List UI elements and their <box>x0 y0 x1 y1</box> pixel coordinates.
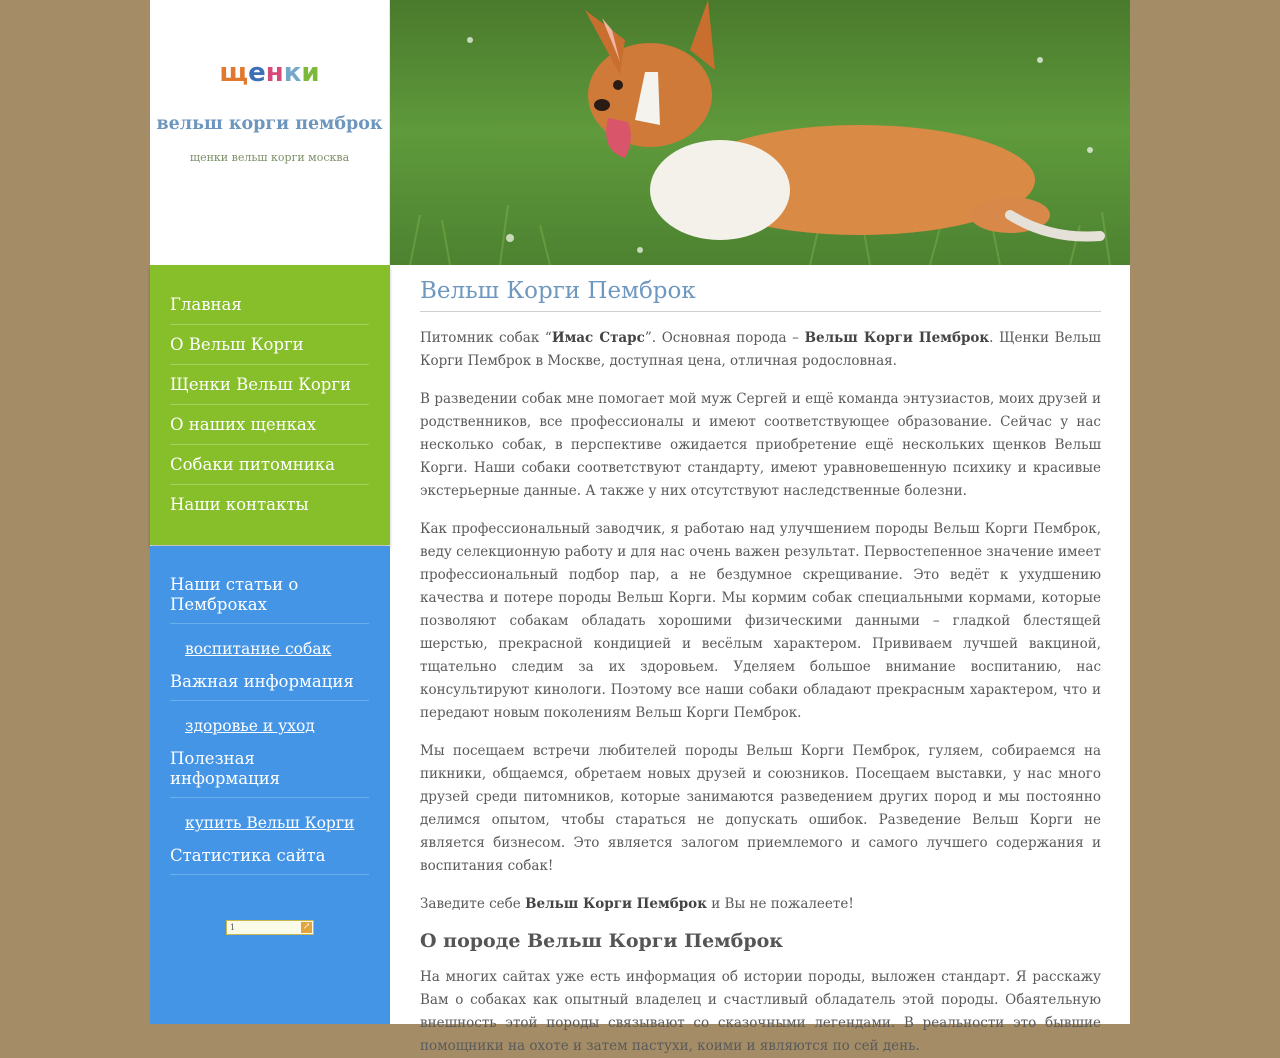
page-title: Вельш Корги Пемброк <box>420 278 1101 312</box>
intro-paragraph <box>420 327 1101 373</box>
visit-counter[interactable] <box>226 920 314 935</box>
nav-item-contacts[interactable]: Наши контакты <box>170 495 309 514</box>
main-nav <box>150 265 390 545</box>
nav-item-home[interactable]: Главная <box>170 285 369 325</box>
header-image <box>390 0 1130 265</box>
logo-letter: щ <box>219 58 249 88</box>
text-run: . Щенки Вельш Корги Пемброк в Москве, доступная цена, отличная родословная. <box>420 330 1101 369</box>
paragraph-breed-info: На многих сайтах уже есть информация об истории породы, выложен стандарт. Я расскажу Вам о собаках как опытный владелец и счастливый обладатель этой породы. Обаятельную внешность этой породы связывают со сказочными легендами. В реальности это бывшие помощники на охоте и затем пастухи, коими и являются по сей день. <box>420 969 1101 1054</box>
nav-item-kennel-dogs[interactable]: Собаки питомника <box>170 445 369 485</box>
text-run: и Вы не пожалеете! <box>706 896 854 912</box>
logo-letter: и <box>301 58 320 88</box>
paragraph-cta <box>420 893 1101 916</box>
sidebar <box>150 0 390 1024</box>
block-title-articles: Наши статьи о Пемброках <box>170 575 369 624</box>
breed-name: Вельш Корги Пемброк <box>804 330 990 346</box>
logo-letter: н <box>265 58 284 88</box>
link-buy-corgi[interactable]: купить Вельш Корги <box>185 814 355 832</box>
block-title-stats: Статистика сайта <box>170 846 369 875</box>
nav-item-about-corgi[interactable]: О Вельш Корги <box>170 325 369 365</box>
breed-name: Вельш Корги Пемброк <box>525 896 707 912</box>
logo-letter: к <box>283 58 302 88</box>
logo-letter: е <box>248 58 266 88</box>
corgi-photo <box>390 0 1130 265</box>
nav-item-puppies[interactable]: Щенки Вельш Корги <box>170 365 369 405</box>
section-heading: О породе Вельш Корги Пемброк <box>420 930 784 952</box>
text-run: ”. Основная порода – <box>644 330 805 346</box>
nav-item-about-puppies[interactable]: О наших щенках <box>170 405 369 445</box>
link-dog-training[interactable]: воспитание собак <box>185 640 332 658</box>
site-logo[interactable] <box>150 58 389 88</box>
arrow-icon: ↗ <box>302 922 311 932</box>
page-container <box>150 0 1130 1054</box>
sidebar-blocks <box>150 546 390 1024</box>
main-content <box>420 278 1101 1058</box>
site-title[interactable]: вельш корги пемброк <box>156 114 383 134</box>
logo-box <box>150 0 390 265</box>
kennel-name: Имас Старс <box>551 330 645 346</box>
paragraph-community: Мы посещаем встречи любителей породы Вельш Корги Пемброк, гуляем, собираемся на пикники, общаемся, обретаем новых друзей и союзников. Посещаем выставки, у нас много друзей среди питомников, которые занимаются разведением других пород и мы постоянно делимся опытом, чтобы стараться не допускать ошибок. Разведение Вельш Корги не является бизнесом. Это является залогом приемлемого и самого лучшего содержания и воспитания собак! <box>420 743 1101 874</box>
paragraph-team: В разведении собак мне помогает мой муж Сергей и ещё команда энтузиастов, моих друзей и родственников, все профессионалы и имеют соответствующее образование. Сейчас у нас несколько собак, в перспективе ожидается приобретение ещё нескольких щенков Вельш Корги. Наши собаки соответствуют стандарту, имеют уравновешенную психику и красивые экстерьерные данные. А также у них отсутствуют наследственные болезни. <box>420 391 1101 499</box>
paragraph-breeding: Как профессиональный заводчик, я работаю над улучшением породы Вельш Корги Пемброк, веду селекционную работу и для нас очень важен результат. Первостепенное значение имеет профессиональный подбор пар, а не бездумное скрещивание. Это ведёт к ухудшению качества и потере породы Вельш Корги. Мы кормим собак специальными кормами, которые позволяют собакам обладать хорошими физическими данными – гладкой блестящей шерстью, прекрасной кондицией и весёлым характером. Прививаем лучшей вакциной, тщательно следим за их здоровьем. Уделяем большое внимание воспитанию, нас консультируют кинологи. Поэтому все наши собаки обладают прекрасным характером, что и передают новым поколениям Вельш Корги Пемброк. <box>420 521 1101 721</box>
block-title-useful: Полезная информация <box>170 749 369 798</box>
block-title-important: Важная информация <box>170 672 369 701</box>
counter-value: 1 <box>230 923 236 932</box>
link-health-care[interactable]: здоровье и уход <box>185 717 315 735</box>
text-run: Питомник собак “ <box>420 330 552 346</box>
text-run: Заведите себе <box>420 896 526 912</box>
site-subtitle: щенки вельш корги москва <box>189 151 350 164</box>
